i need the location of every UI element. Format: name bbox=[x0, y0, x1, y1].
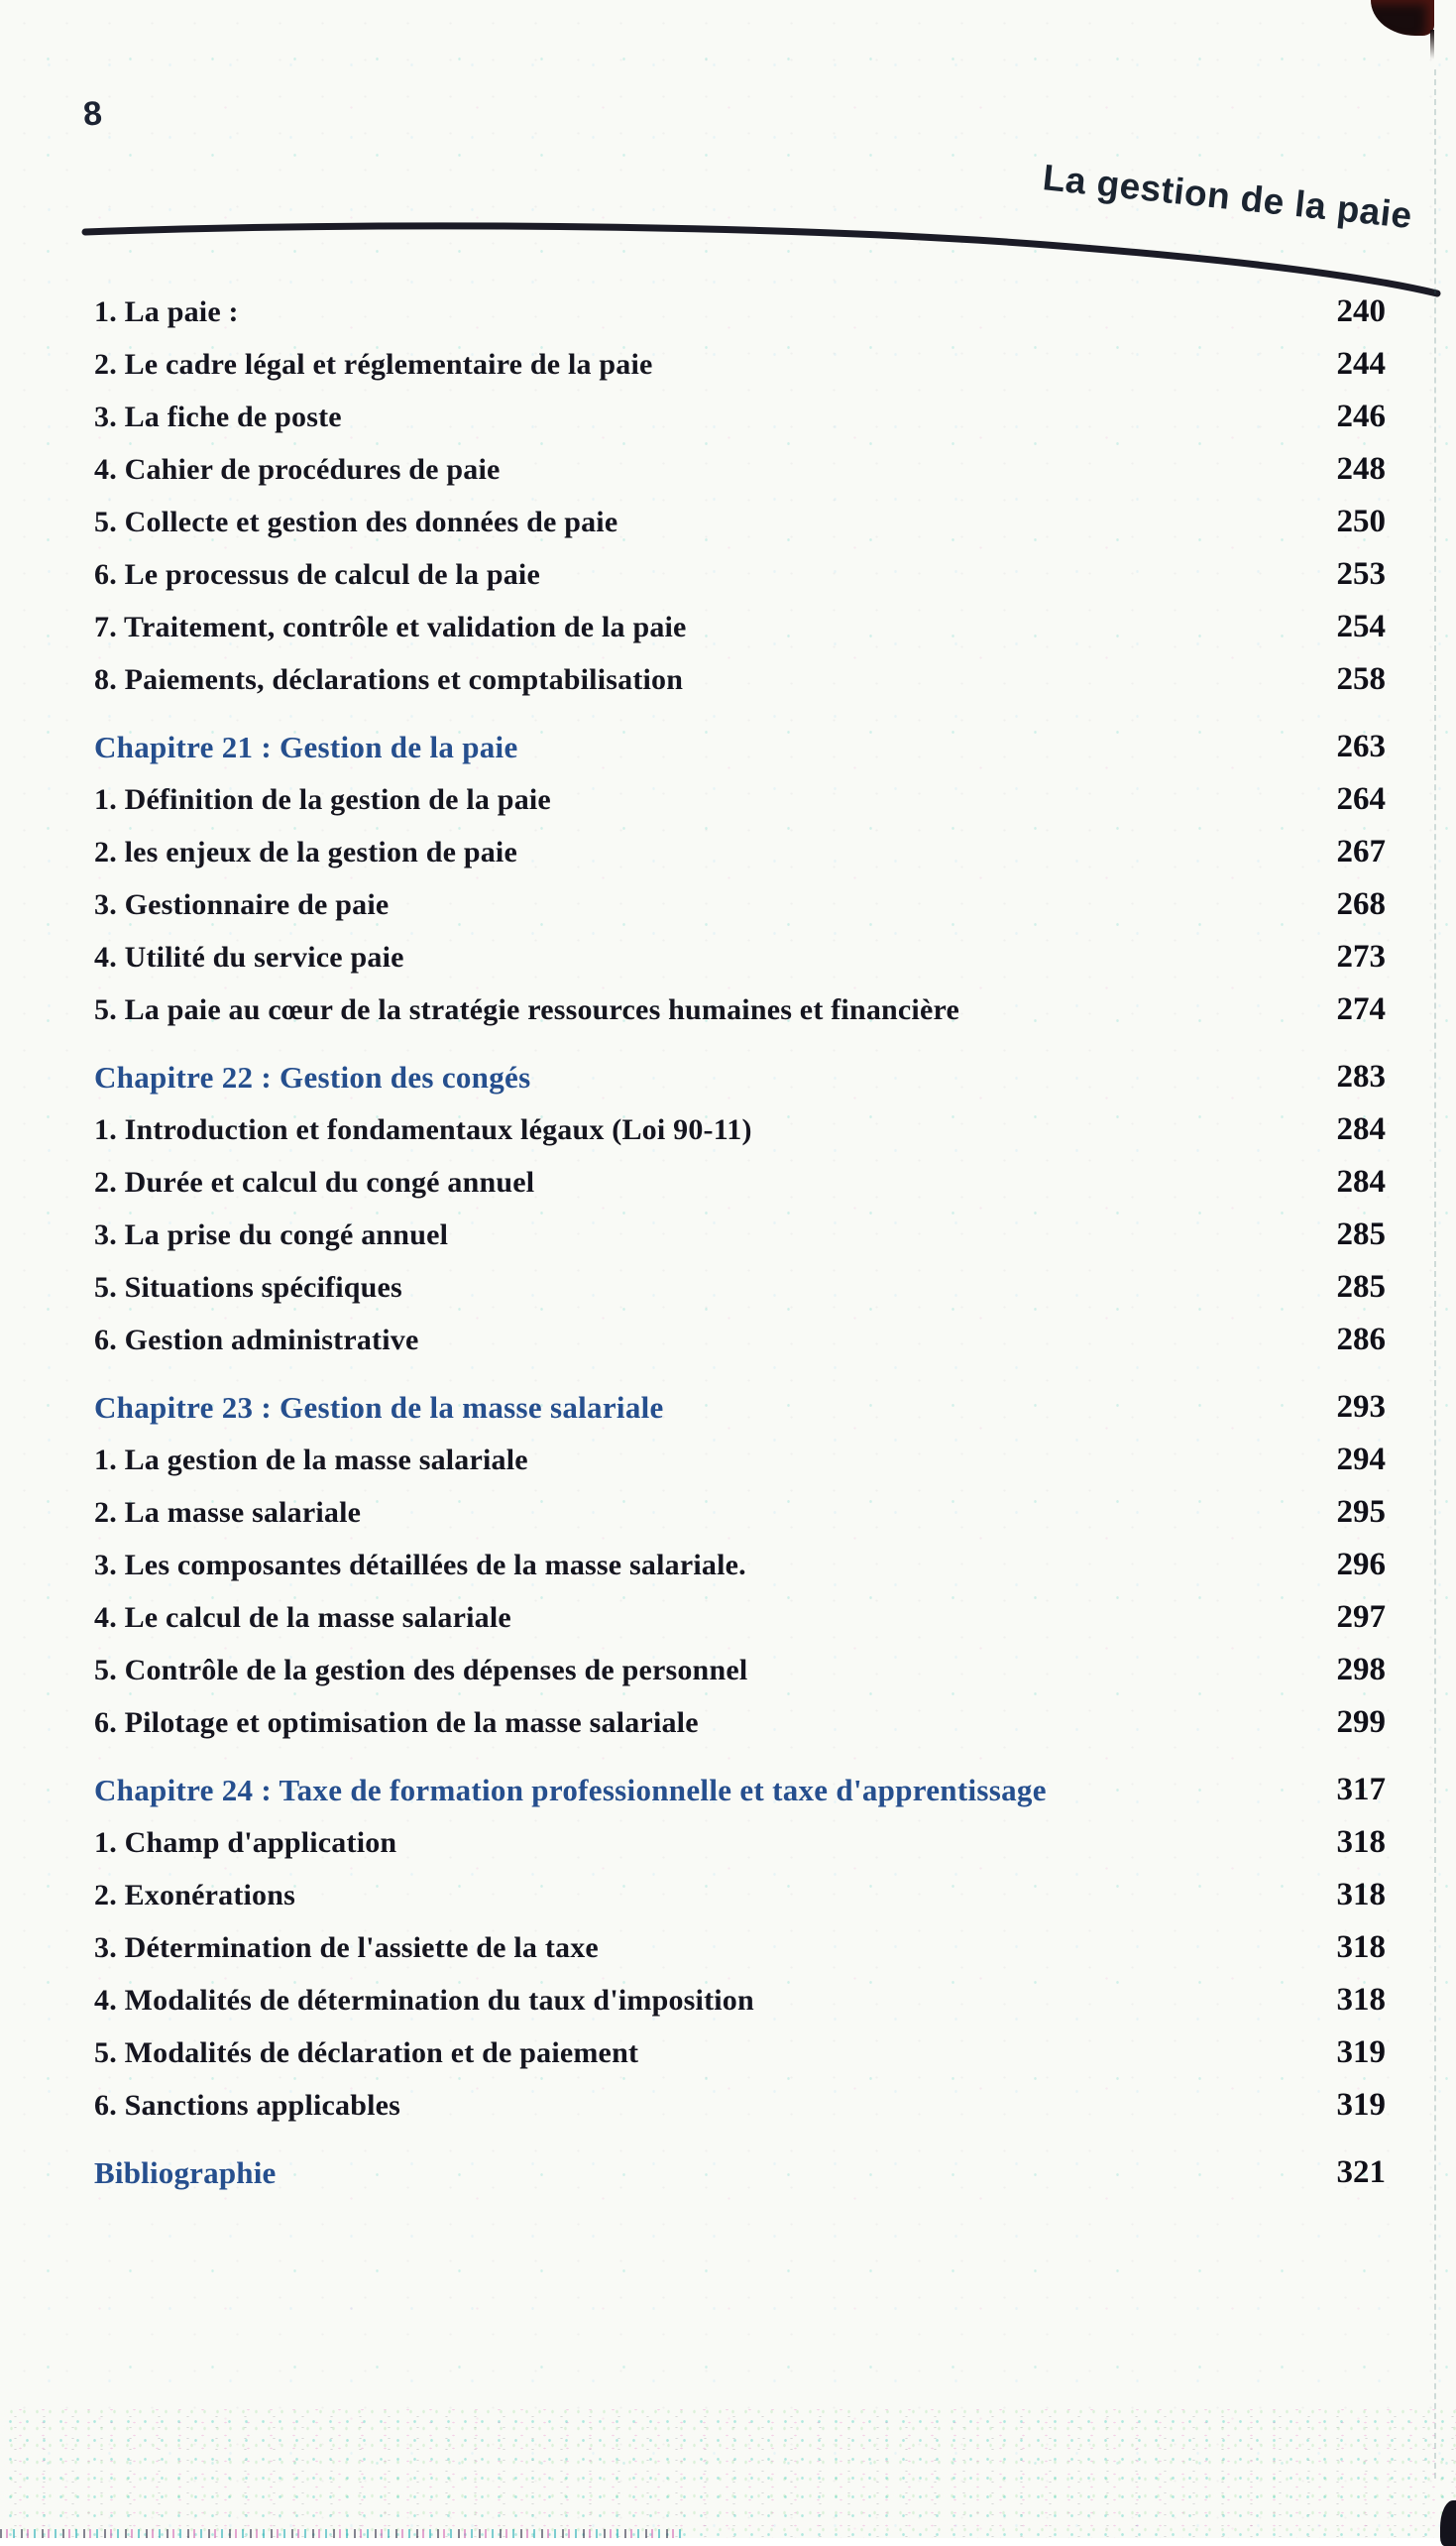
toc-item-row bbox=[94, 391, 1386, 443]
toc-entry-page: 295 bbox=[1336, 1494, 1386, 1530]
toc-entry-page: 248 bbox=[1336, 451, 1386, 487]
toc-item-row bbox=[94, 443, 1386, 496]
toc-entry-label: 4. Le calcul de la masse salariale bbox=[94, 1601, 511, 1634]
toc-item-row bbox=[94, 1314, 1386, 1366]
toc-item-row bbox=[94, 1156, 1386, 1209]
toc-entry-label: 3. Gestionnaire de paie bbox=[94, 888, 390, 921]
toc-entry-label: 5. Contrôle de la gestion des dépenses de personnel bbox=[94, 1654, 748, 1686]
toc-item-row bbox=[94, 1974, 1386, 2026]
toc-item-row bbox=[94, 653, 1386, 706]
toc-item-row bbox=[94, 1261, 1386, 1314]
toc-item-row bbox=[94, 1921, 1386, 1974]
scan-right-edge-artifacts bbox=[1434, 69, 1436, 2479]
toc-entry-page: 263 bbox=[1336, 729, 1386, 764]
toc-entry-label: 4. Utilité du service paie bbox=[94, 941, 404, 974]
toc-item-row bbox=[94, 338, 1386, 391]
toc-entry-label: 5. Modalités de déclaration et de paiement bbox=[94, 2036, 639, 2069]
toc-entry-label: 3. Détermination de l'assiette de la taxe bbox=[94, 1931, 599, 1964]
toc-entry-label: 5. Collecte et gestion des données de paie bbox=[94, 506, 618, 538]
toc-entry-label: 2. Le cadre légal et réglementaire de la paie bbox=[94, 348, 653, 381]
toc-entry-label: 2. Durée et calcul du congé annuel bbox=[94, 1166, 535, 1199]
toc-entry-label: 6. Le processus de calcul de la paie bbox=[94, 558, 540, 591]
toc-entry-page: 274 bbox=[1336, 991, 1386, 1027]
toc-entry-page: 244 bbox=[1336, 346, 1386, 382]
toc-entry-page: 297 bbox=[1336, 1599, 1386, 1635]
toc-item-row bbox=[94, 1644, 1386, 1696]
toc-item-row bbox=[94, 931, 1386, 984]
toc-entry-label: 3. Les composantes détaillées de la masse salariale. bbox=[94, 1549, 746, 1581]
toc-entry-page: 317 bbox=[1336, 1772, 1386, 1807]
toc-entry-page: 284 bbox=[1336, 1111, 1386, 1147]
toc-entry-page: 254 bbox=[1336, 609, 1386, 644]
toc-item-row bbox=[94, 601, 1386, 653]
chapter-heading-row bbox=[94, 1051, 1386, 1103]
toc-entry-page: 240 bbox=[1336, 293, 1386, 329]
toc-entry-label: 8. Paiements, déclarations et comptabilisation bbox=[94, 663, 684, 696]
toc-entry-label: 3. La prise du congé annuel bbox=[94, 1218, 449, 1251]
toc-entry-page: 286 bbox=[1336, 1322, 1386, 1357]
toc-entry-label: 5. La paie au cœur de la stratégie ressources humaines et financière bbox=[94, 993, 959, 1026]
toc-list bbox=[94, 286, 1386, 2199]
toc-item-row bbox=[94, 1591, 1386, 1644]
toc-entry-page: 321 bbox=[1336, 2154, 1386, 2190]
toc-entry-label: 2. les enjeux de la gestion de paie bbox=[94, 836, 517, 868]
toc-entry-label: 1. Introduction et fondamentaux légaux (Loi 90-11) bbox=[94, 1113, 752, 1146]
toc-entry-page: 267 bbox=[1336, 834, 1386, 869]
toc-entry-label: Chapitre 24 : Taxe de formation professionnelle et taxe d'apprentissage bbox=[94, 1773, 1047, 1807]
toc-entry-label: 5. Situations spécifiques bbox=[94, 1271, 402, 1304]
toc-entry-label: Bibliographie bbox=[94, 2155, 277, 2190]
toc-entry-label: 3. La fiche de poste bbox=[94, 401, 342, 433]
toc-entry-page: 246 bbox=[1336, 399, 1386, 434]
chapter-heading-row bbox=[94, 1381, 1386, 1434]
toc-entry-page: 285 bbox=[1336, 1269, 1386, 1305]
toc-entry-page: 284 bbox=[1336, 1164, 1386, 1200]
chapter-heading-row bbox=[94, 1764, 1386, 1816]
toc-entry-label: Chapitre 23 : Gestion de la masse salariale bbox=[94, 1390, 664, 1425]
scan-noise-band bbox=[0, 2409, 1456, 2538]
toc-entry-page: 250 bbox=[1336, 504, 1386, 539]
toc-item-row bbox=[94, 548, 1386, 601]
toc-entry-page: 319 bbox=[1336, 2034, 1386, 2070]
toc-entry-label: 7. Traitement, contrôle et validation de la paie bbox=[94, 611, 687, 643]
header-book-title: La gestion de la paie bbox=[1041, 157, 1414, 237]
scan-edge-dashes bbox=[0, 2529, 684, 2538]
toc-item-row bbox=[94, 496, 1386, 548]
toc-entry-label: 1. Définition de la gestion de la paie bbox=[94, 783, 551, 816]
toc-entry-page: 285 bbox=[1336, 1216, 1386, 1252]
toc-entry-label: 6. Gestion administrative bbox=[94, 1324, 419, 1356]
bibliography-row bbox=[94, 2146, 1386, 2199]
chapter-heading-row bbox=[94, 721, 1386, 773]
toc-entry-page: 318 bbox=[1336, 1824, 1386, 1860]
toc-item-row bbox=[94, 1539, 1386, 1591]
toc-entry-label: 2. Exonérations bbox=[94, 1879, 296, 1911]
toc-entry-label: 1. La gestion de la masse salariale bbox=[94, 1444, 528, 1476]
toc-item-row bbox=[94, 1869, 1386, 1921]
toc-item-row bbox=[94, 1486, 1386, 1539]
toc-entry-page: 318 bbox=[1336, 1877, 1386, 1912]
toc-entry-page: 294 bbox=[1336, 1442, 1386, 1477]
toc-entry-page: 264 bbox=[1336, 781, 1386, 817]
toc-item-row bbox=[94, 286, 1386, 338]
toc-entry-label: 6. Sanctions applicables bbox=[94, 2089, 401, 2122]
toc-entry-page: 273 bbox=[1336, 939, 1386, 975]
header-page-number: 8 bbox=[81, 94, 104, 134]
toc-entry-page: 318 bbox=[1336, 1982, 1386, 2018]
page-corner-fold-tail bbox=[1430, 30, 1434, 59]
toc-entry-label: 4. Cahier de procédures de paie bbox=[94, 453, 501, 486]
toc-item-row bbox=[94, 773, 1386, 826]
toc-item-row bbox=[94, 878, 1386, 931]
toc-item-row bbox=[94, 1816, 1386, 1869]
toc-item-row bbox=[94, 2079, 1386, 2132]
toc-item-row bbox=[94, 984, 1386, 1036]
toc-entry-label: 2. La masse salariale bbox=[94, 1496, 362, 1529]
toc-entry-label: 4. Modalités de détermination du taux d'imposition bbox=[94, 1984, 754, 2017]
toc-entry-page: 283 bbox=[1336, 1059, 1386, 1095]
toc-item-row bbox=[94, 1209, 1386, 1261]
toc-entry-page: 318 bbox=[1336, 1929, 1386, 1965]
toc-entry-label: Chapitre 21 : Gestion de la paie bbox=[94, 730, 518, 764]
toc-entry-label: 6. Pilotage et optimisation de la masse salariale bbox=[94, 1706, 699, 1739]
toc-entry-page: 296 bbox=[1336, 1547, 1386, 1582]
toc-item-row bbox=[94, 826, 1386, 878]
toc-entry-label: 1. La paie : bbox=[94, 295, 239, 328]
toc-item-row bbox=[94, 2026, 1386, 2079]
toc-entry-page: 298 bbox=[1336, 1652, 1386, 1687]
toc-entry-label: Chapitre 22 : Gestion des congés bbox=[94, 1060, 531, 1095]
toc-entry-page: 268 bbox=[1336, 886, 1386, 922]
page-corner-fold bbox=[1371, 0, 1434, 36]
toc-entry-page: 293 bbox=[1336, 1389, 1386, 1425]
toc-entry-page: 299 bbox=[1336, 1704, 1386, 1740]
toc-entry-page: 258 bbox=[1336, 661, 1386, 697]
toc-entry-page: 319 bbox=[1336, 2087, 1386, 2123]
toc-entry-page: 253 bbox=[1336, 556, 1386, 592]
toc-item-row bbox=[94, 1696, 1386, 1749]
toc-entry-label: 1. Champ d'application bbox=[94, 1826, 397, 1859]
toc-item-row bbox=[94, 1103, 1386, 1156]
toc-item-row bbox=[94, 1434, 1386, 1486]
